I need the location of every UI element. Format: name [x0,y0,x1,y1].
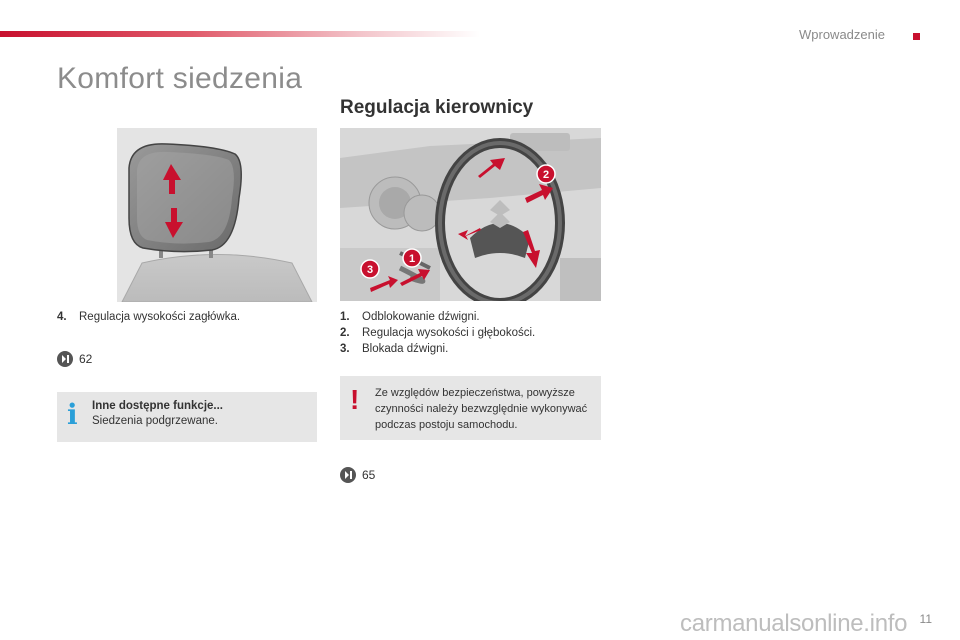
step-item: 1. Odblokowanie dźwigni. [340,311,480,323]
callout-2: 2 [542,169,550,181]
page-ref-icon [340,467,356,483]
info-icon: i [67,398,78,431]
warning-text: Ze względów bezpieczeństwa, powyższe czynności należy bezwzględnie wykonywać podczas postoju samochodu. [375,387,588,431]
page-title: Komfort siedzenia [57,62,303,95]
headrest-ref[interactable] [57,351,92,367]
steering-title: Regulacja kierownicy [340,97,534,118]
watermark: carmanualsonline.info [680,610,908,637]
steering-ref-page: 65 [362,468,376,482]
page-ref-icon [57,351,73,367]
headrest-item-num: 4. [57,311,67,323]
info-text: Siedzenia podgrzewane. [92,415,218,427]
step-item: 3. Blokada dźwigni. [340,343,449,355]
steering-image [340,128,601,301]
step-item: 2. Regulacja wysokości i głębokości. [340,327,536,339]
section-title: Wprowadzenie [799,27,885,42]
steering-ref[interactable] [340,467,375,483]
page-number: 11 [919,612,932,626]
header-accent-bar [0,31,480,37]
callout-3: 3 [366,264,374,276]
headrest-image [117,128,317,302]
warning-box [340,376,601,440]
info-box [57,392,317,442]
headrest-caption [57,309,240,325]
warning-icon: ! [350,384,360,415]
headrest-ref-page: 62 [79,352,93,366]
info-title: Inne dostępne funkcje... [92,400,223,412]
headrest-item-text: Regulacja wysokości zagłówka. [79,311,241,323]
section-marker [913,33,920,40]
steps-list [340,309,535,357]
callout-1: 1 [408,253,416,265]
